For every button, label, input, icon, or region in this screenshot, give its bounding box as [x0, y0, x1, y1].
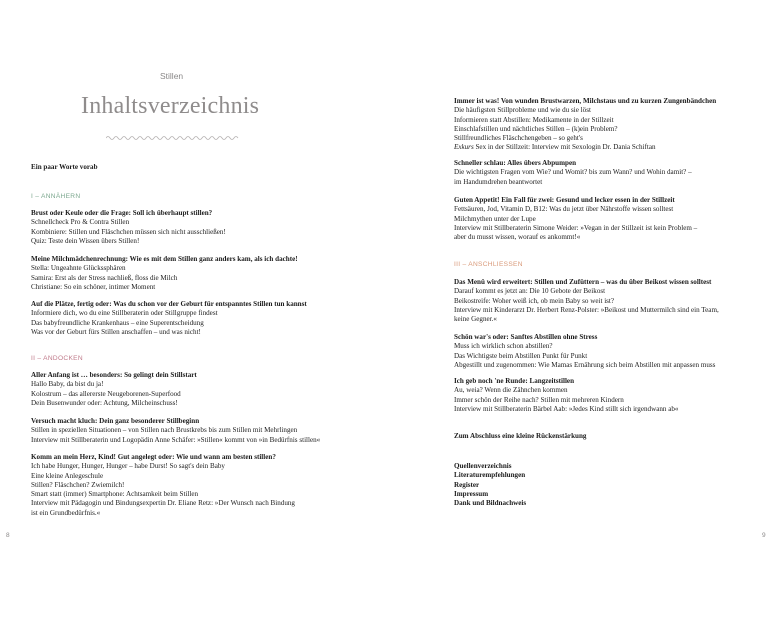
- toc-block: [31, 417, 320, 445]
- toc-line: Immer schön der Reihe nach? Stillen mit mehreren Kindern: [454, 395, 624, 404]
- toc-line: Schnellcheck Pro & Contra Stillen: [31, 218, 130, 227]
- toc-heading: Komm an mein Herz, Kind! Gut angelegt oder: Wie und wann am besten stillen?: [31, 453, 276, 461]
- toc-line: keine Gegner.«: [454, 315, 497, 324]
- section-label-3: III – ANSCHLIESSEN: [454, 261, 523, 268]
- toc-block: [454, 97, 716, 153]
- toc-heading: Guten Appetit! Ein Fall für zwei: Gesund und lecker essen in der Stillzeit: [454, 196, 675, 204]
- toc-heading: Versuch macht kluch: Dein ganz besonderer Stillbeginn: [31, 417, 200, 425]
- toc-line: Smart statt (immer) Smartphone: Achtsamkeit beim Stillen: [31, 490, 199, 499]
- book-kicker: Stillen: [160, 71, 184, 81]
- toc-line: Fettsäuren, Jod, Vitamin D, B12: Was du jetzt über Nährstoffe wissen solltest: [454, 205, 674, 214]
- toc-block: [454, 196, 697, 242]
- toc-line: Interview mit Stillberaterin Simone Weider: »Vegan in der Stillzeit ist kein Problem –: [454, 223, 698, 232]
- toc-heading: Brust oder Keule oder die Frage: Soll ich überhaupt stillen?: [31, 209, 213, 217]
- toc-line: Stella: Ungeahnte Glückssphären: [31, 264, 126, 273]
- toc-line: Interview mit Pädagogin und Bindungsexpertin Dr. Eliane Retz: »Der Wunsch nach Bindung: [31, 499, 295, 508]
- toc-line: Das Wichtigste beim Abstillen Punkt für Punkt: [454, 351, 588, 360]
- appendix-item: Impressum: [454, 489, 489, 498]
- toc-block: [454, 159, 692, 187]
- toc-heading: Immer ist was! Von wunden Brustwarzen, Milchstaus und zu kurzen Zungenbändchen: [454, 97, 717, 105]
- toc-line: Eine kleine Anlegeschule: [31, 471, 104, 480]
- toc-line: Kolostrum – das allererste Neugeborenen-Superfood: [31, 389, 181, 398]
- page-number-left: 8: [6, 532, 10, 539]
- toc-line: Hallo Baby, da bist du ja!: [31, 380, 104, 389]
- toc-line: [454, 143, 716, 152]
- appendix-item: Register: [454, 480, 480, 489]
- toc-heading: Aller Anfang ist … besonders: So gelingt dein Stillstart: [31, 371, 197, 379]
- toc-line: Muss ich wirklich schon abstillen?: [454, 342, 553, 351]
- toc-line: Beikostreife: Woher weiß ich, ob mein Baby so weit ist?: [454, 296, 615, 305]
- toc-line: Au, weia? Wenn die Zähnchen kommen: [454, 386, 568, 395]
- toc-line: Was vor der Geburt fürs Stillen anschaffen – und was nicht!: [31, 327, 201, 336]
- toc-line: Ich habe Hunger, Hunger, Hunger – habe Durst! So sagt's dein Baby: [31, 462, 225, 471]
- closing-entry: [454, 432, 586, 441]
- toc-block: [454, 333, 715, 370]
- toc-line: Milchmythen unter der Lupe: [454, 214, 536, 223]
- toc-line: Christiane: So ein schöner, intimer Moment: [31, 282, 156, 291]
- toc-italic-prefix: Exkurs: [454, 143, 474, 152]
- toc-block: [454, 278, 719, 324]
- appendix-item: Literaturempfehlungen: [454, 471, 526, 480]
- toc-line: ist ein Grundbedürfnis.«: [31, 508, 101, 517]
- toc-heading: Auf die Plätze, fertig oder: Was du schon vor der Geburt für entspanntes Stillen tun kannst: [31, 300, 307, 308]
- toc-line: aber du musst wissen, worauf es ankommt!«: [454, 233, 581, 242]
- toc-line: Die wichtigsten Fragen vom Wie? und Womit? bis zum Wann? und Wohin damit? –: [454, 168, 692, 177]
- toc-line: im Handumdrehen beantwortet: [454, 177, 543, 186]
- toc-line: Einschlafstillen und nächtliches Stillen – (k)ein Problem?: [454, 124, 618, 133]
- toc-line: Interview mit Kinderarzt Dr. Herbert Renz-Polster: »Beikost und Muttermilch sind ein Team,: [454, 305, 719, 314]
- intro-entry: [31, 163, 98, 172]
- right-page: [392, 0, 784, 627]
- toc-block: [31, 209, 226, 246]
- wave-divider: [106, 134, 240, 142]
- appendix-item: Quellenverzeichnis: [454, 462, 512, 470]
- toc-line: Stillen in speziellen Situationen – von Stillen nach Brustkrebs bis zum Stillen mit Mehrlingen: [31, 426, 298, 435]
- toc-line: Interview mit Stillberaterin Bärbel Aab: »Jedes Kind stillt sich irgendwann ab«: [454, 404, 679, 413]
- toc-block: [31, 300, 307, 337]
- toc-line: Stillen? Fläschchen? Zwiemilch!: [31, 480, 125, 489]
- toc-line: Stillfreundliches Fläschchengeben – so geht's: [454, 134, 583, 143]
- toc-heading: Ich geb noch 'ne Runde: Langzeitstillen: [454, 377, 575, 385]
- page-number-right: 9: [762, 532, 766, 539]
- appendix-item: Dank und Bildnachweis: [454, 499, 527, 508]
- toc-block: [31, 453, 295, 518]
- toc-block: [31, 255, 298, 292]
- toc-line: Dein Busenwunder oder: Achtung, Milcheinschuss!: [31, 398, 178, 407]
- toc-line: Die häufigsten Stillprobleme und wie du sie löst: [454, 106, 591, 115]
- toc-line: Informieren statt Abstillen: Medikamente in der Stillzeit: [454, 115, 614, 124]
- toc-line: Abgestillt und zugenommen: Wie Mamas Ernährung sich beim Abstillen mit anpassen muss: [454, 360, 716, 369]
- toc-heading: Das Menü wird erweitert: Stillen und Zufüttern – was du über Beikost wissen solltest: [454, 278, 712, 286]
- section-label-1: I – ANNÄHERN: [31, 193, 81, 200]
- toc-line: Darauf kommt es jetzt an: Die 10 Gebote der Beikost: [454, 287, 606, 296]
- toc-line: Interview mit Stillberaterin und Logopädin Anne Schäfer: »Stillen« kommt von »in Bedürfnis stillen«: [31, 435, 321, 444]
- section-label-2: II – ANDOCKEN: [31, 355, 83, 362]
- toc-heading: Schön war's oder: Sanftes Abstillen ohne Stress: [454, 333, 598, 341]
- toc-block: [31, 371, 197, 408]
- toc-line-rest: Sex in der Stillzeit: Interview mit Sexologin Dr. Dania Schiftan: [473, 143, 656, 152]
- toc-line: Das babyfreundliche Krankenhaus – eine Superentscheidung: [31, 318, 204, 327]
- toc-line: Quiz: Teste dein Wissen übers Stillen!: [31, 236, 140, 245]
- toc-line: Kombiniere: Stillen und Fläschchen müssen sich nicht ausschließen!: [31, 227, 226, 236]
- page-title: Inhaltsverzeichnis: [81, 93, 260, 119]
- toc-line: Informiere dich, wo du eine Stillberaterin oder Stillgruppe findest: [31, 309, 218, 318]
- toc-block: [454, 377, 678, 414]
- toc-heading: Schneller schlau: Alles übers Abpumpen: [454, 159, 577, 167]
- toc-heading: Zum Abschluss eine kleine Rückenstärkung: [454, 432, 587, 440]
- appendix-list: [454, 462, 526, 508]
- toc-heading: Ein paar Worte vorab: [31, 163, 98, 171]
- toc-line: Samira: Erst als der Stress nachließ, floss die Milch: [31, 273, 178, 282]
- toc-heading: Meine Milchmädchenrechnung: Wie es mit dem Stillen ganz anders kam, als ich dachte!: [31, 255, 298, 263]
